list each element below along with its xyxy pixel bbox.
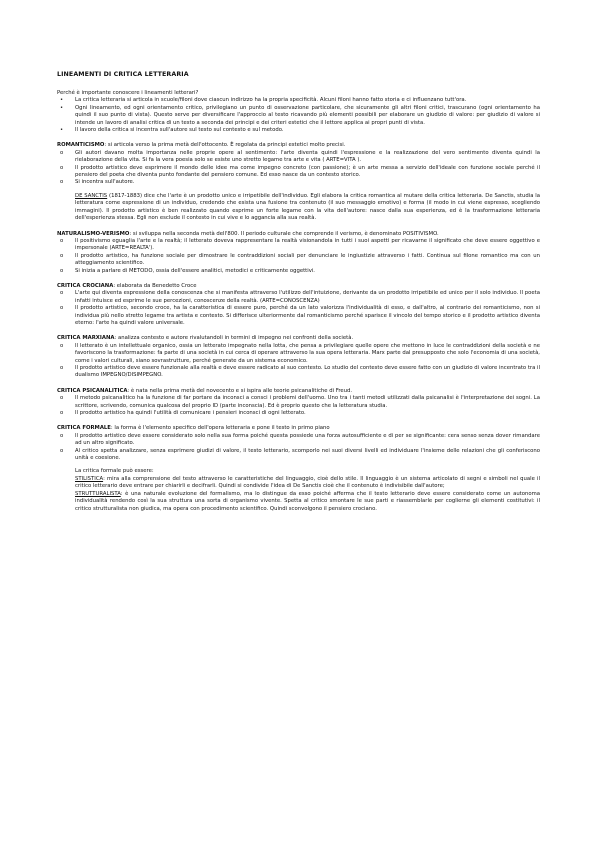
bullet-icon: • [60, 127, 64, 134]
circle-bullet-icon: o [60, 252, 64, 259]
marxiana-section [57, 335, 540, 379]
circle-bullet-icon: o [60, 267, 64, 274]
desanctis-paragraph: DE SANCTIS (1817-1883) dice che l'arte è un prodotto unico e irripetibile dell'individuo. Egli elabora la critica romantica al mutare della critica letteraria. De Sanctis, studia la letteratura come espressione di un individuo, credendo che esista una fusione tra contenuto (il suo messaggio emotivo) e forma (il modo in cui viene espresso, scegliendo immagini). Il prodotto artistico è ben realizzato quando esprime un forte legame con la vita dell'autore: nasce dalla sua esperienza, ed è la trasformazione letteraria dell'esperienza stessa. Egli non esclude il contesto in cui vive e lo aggancia alla sua realtà. [75, 192, 541, 222]
document-body [57, 90, 540, 513]
list-item: o Il positivismo eguaglia l'arte e la realtà; il letterato doveva rappresentare la realtà visionandola in tutti i suoi aspetti per ricavarne il significato che deve essere oggettivo e impersonale (ARTE=REALTA'). [60, 237, 540, 252]
naturalismo-section [57, 231, 540, 275]
section-heading: CRITICA FORMALE: la forma è l'elemento specifico dell'opera letteraria e pone il testo in primo piano [57, 425, 330, 432]
section-heading: CRITICA CROCIANA: elaborata da Benedetto Croce [57, 282, 197, 289]
list-item: o Si inizia a parlare di METODO, ossia dell'essere analitici, metodici e criticamente oggettivi. [60, 267, 315, 274]
circle-bullet-icon: o [60, 432, 64, 439]
naturalismo-title: NATURALISMO-VERISMO [57, 230, 130, 237]
bullet-icon: • [60, 104, 64, 111]
list-item: o Si incentra sull'autore. [60, 179, 135, 186]
strutturalista-label: STRUTTURALISTA [75, 490, 121, 497]
circle-bullet-icon: o [60, 305, 64, 312]
intro-bullet-list [57, 97, 540, 134]
formale-subintro: La critica formale può essere: [75, 468, 154, 475]
list-item: o L'arte qui diventa espressione della conoscenza che si manifesta attraverso l'utilizzo dell'intuizione, derivante da un prodotto irripetibile ed unico per il solo individuo. Il poeta infatti intuisce ed esprime le sue percezioni, conoscenze della realtà. (ARTE=CONOSCENZA) [60, 290, 540, 304]
psicanalitica-title: CRITICA PSICANALITICA [57, 387, 128, 394]
list-item: o Il prodotto artistico deve essere funzionale alla realtà e deve essere radicato al suo contesto. Lo studio del contesto deve essere fatto con un giudizio di valore incentrato tra il dualismo IMPEGNO/DISIMPEGNO. [60, 365, 540, 379]
section-heading: CRITICA MARXIANA: analizza contesto e autore rivalutandoli in termini di impegno nei confronti della società. [57, 335, 354, 342]
crociana-title: CRITICA CROCIANA [57, 282, 114, 289]
crociana-list [57, 290, 540, 327]
list-item: o Gli autori davano molta importanza nelle proprie opere al sentimento: l'arte diventa quindi l'espressione e la realizzazione del vero sentimento diventa quindi la rielaborazione della vita. Si fa la vera poesia solo se esiste uno stretto legame tra arte e vita ( ARTE=VITA ). [60, 149, 540, 164]
list-item: o Il prodotto artistico deve esprimere il mondo delle idee ma come impegno concreto (con passione); è un arte messa a servizio dell'ideale con funzione sociale perché il pensiero del poeta che diventa punto fondante del pensiero comune. Ed esso nasce da un contesto storico. [60, 164, 540, 179]
stilistica-label: STILISTICA [75, 475, 104, 482]
circle-bullet-icon: o [60, 164, 64, 171]
list-item: o Il prodotto artistico, ha funzione sociale per dimostrare le contraddizioni sociali per denunciare le ingiustizie attraverso i fatti. Continua sul filone romantico ma con un atteggiamento scientifico. [60, 252, 540, 267]
circle-bullet-icon: o [60, 237, 64, 244]
circle-bullet-icon: o [60, 365, 64, 371]
section-heading: ROMANTICISMO: si articola verso la prima metà dell'ottocento. È regolata da principi estetici molto precisi. [57, 142, 346, 149]
strutturalista-paragraph: STRUTTURALISTA: è una naturale evoluzione del formalismo, ma lo distingue da esso poiché afferma che il testo letterario deve essere considerato come un autonoma individualità rendendo così la sua struttura una sorta di organismo vivente. Spetta al critico smontare le sue parti e riassemblarle per coglierne gli elementi costitutivi: il critico strutturalista non giudica, ma opera con procedimento scientifico. Quindi sconvolgono il pensiero crociano. [75, 490, 540, 512]
list-item: • Ogni lineamento, ed ogni orientamento critico, privilegiano un punto di osservazione particolare, che sicuramente gli altri filoni critici, trascurano (ogni orientamento ha quindi il suo punto di vista). Questo serve per diversificare l'approccio al testo ricavando più elementi possibili per elaborare un giudizio di valore: per giudizio di valore si intende un lavoro di analisi critica di un testo a seconda dei principi e dei criteri estetici che il lettore applica ai propri punti di vista. [60, 104, 540, 126]
circle-bullet-icon: o [60, 290, 64, 297]
circle-bullet-icon: o [60, 395, 64, 402]
list-item: • Il lavoro della critica si incentra sull'autore sul testo sul contesto e sul metodo. [60, 127, 284, 134]
circle-bullet-icon: o [60, 149, 64, 156]
marxiana-list [57, 343, 540, 380]
naturalismo-list [57, 238, 540, 275]
list-item: o Il prodotto artistico, secondo croce, ha la caratteristica di essere puro, perché da un lato valorizza l'individualità di esso, e dall'altro, al contrario dei romanticismo, non si individua più nello stretto legame tra artista e contesto. Si differisce ulteriormente dal romanticismo perché sparisce il vincolo del tempo storico e il prodotto artistico diventa eterno: l'arte ha quindi valore universale. [60, 305, 540, 326]
section-heading: CRITICA PSICANALITICA: è nata nella prima metà del novecento e si ispira alle teorie psicanalitiche di Freud. [57, 387, 353, 394]
intro-question: Perché è importante conoscere i lineamenti letterari? [57, 90, 199, 96]
formale-list [57, 433, 540, 463]
list-item: o Il metodo psicanalitico ha la funzione di far portare da inconsci a consci i problemi dell'uomo. Uno tra i tanti metodi utilizzati dalla psicanalisi è l'interpretazione dei sogni. La scrittore, scrivendo, comunica qualcosa del proprio ID (parte inconscia). Ed è proprio questo che la letteratura studia. [60, 395, 540, 409]
list-item: o Al critico spetta analizzare, senza esprimere giudizi di valore, il testo letterario, scomporlo nei suoi diversi livelli ed individuare l'insieme delle relazioni che gli conferiscono unità e coesione. [60, 447, 540, 462]
romanticismo-title: ROMANTICISMO [57, 142, 105, 149]
marxiana-title: CRITICA MARXIANA [57, 335, 115, 342]
desanctis-name: DE SANCTIS [75, 192, 108, 199]
circle-bullet-icon: o [60, 342, 64, 349]
stilistica-paragraph: STILISTICA: mira alla comprensione del testo attraverso le caratteristiche del linguaggio, cioè dello stile. Il linguaggio è un sistema articolato di segni e simboli nel quale il critico letterario deve entrare per chiarirli e decifrarli. Quindi si condivide l'idea di De Sanctis cioè che il contenuto è indivisibile dall'autore; [75, 475, 540, 490]
intro-section [57, 90, 540, 134]
romanticismo-list [57, 150, 540, 187]
psicanalitica-section [57, 388, 540, 418]
list-item: o Il prodotto artistico ha quindi l'utilità di comunicare i pensieri inconsci di ogni letterato. [60, 410, 306, 417]
bullet-icon: • [60, 97, 64, 104]
circle-bullet-icon: o [60, 179, 64, 186]
romanticismo-section [57, 142, 540, 222]
list-item: o Il letterato è un intellettuale organico, ossia un letterato impegnato nella lotta, che pensa a privilegiare quelle opere che mettono in luce le contraddizioni della società e ne favoriscono la trasformazione: fa parte di una società in cui cerca di operare attraverso la sua opera letteraria. Marx parte dal presupposto che solo l'economia di una società, come i valori culturali, siano sovrastrutture, perché generate da un sistema economico. [60, 342, 540, 364]
psicanalitica-list [57, 395, 540, 417]
formale-section [57, 425, 540, 512]
list-item: o Il prodotto artistico deve essere considerato solo nella sua forma poiché questa possiede una forza autosufficiente e di per se significante: cera senso senza dover rimandare ad un altro significato. [60, 432, 540, 447]
crociana-section [57, 283, 540, 327]
circle-bullet-icon: o [60, 447, 64, 454]
document-title: LINEAMENTI DI CRITICA LETTERARIA [57, 71, 189, 78]
circle-bullet-icon: o [60, 410, 64, 417]
section-heading: NATURALISMO-VERISMO: si sviluppa nella seconda metà dell'800. Il periodo culturale che comprende il verismo, è denominato POSITIVISMO. [57, 230, 439, 237]
list-item: • La critica letteraria si articola in scuole/filoni dove ciascun indirizzo ha la propria specificità. Alcuni filoni hanno fatto storia e ci influenzano tutt'ora. [60, 97, 467, 104]
formale-title: CRITICA FORMALE [57, 425, 111, 432]
